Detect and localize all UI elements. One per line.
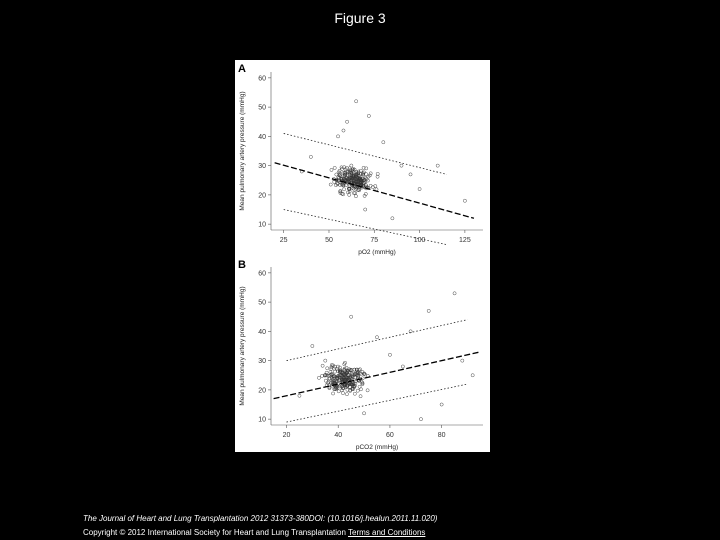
panel-a-x-tick-label: 125: [459, 237, 471, 244]
panel-b-data-point: [353, 392, 356, 395]
panel-a-data-point: [409, 173, 412, 176]
panel-b-y-tick-label: 10: [258, 416, 266, 424]
panel-a-y-tick-label: 30: [258, 163, 266, 171]
panel-a-x-tick-label: 100: [413, 237, 426, 244]
panel-a-data-point: [418, 187, 421, 190]
panel-a-data-point: [333, 166, 336, 169]
panel-b-x-tick-label: 80: [437, 432, 446, 439]
panel-b-x-tick-label: 20: [282, 432, 291, 439]
panel-a-x-axis-label: pO2 (mmHg): [358, 249, 396, 256]
panel-b-y-tick-label: 60: [258, 270, 266, 278]
panel-b-y-tick-label: 40: [258, 328, 266, 336]
panel-a-x-tick-label: 50: [325, 237, 333, 244]
panel-b-data-point: [356, 389, 359, 392]
panel-b-data-point: [427, 309, 430, 312]
panel-a-data-point: [400, 164, 403, 167]
panel-b-letter: B: [238, 259, 246, 271]
panel-a-regression-line: [275, 163, 474, 219]
panel-a-data-point: [436, 164, 439, 167]
panel-a-data-point: [463, 199, 466, 202]
figure-panel: [235, 60, 490, 452]
panel-b-upper-band: [287, 320, 468, 361]
panel-b-y-tick-label: 20: [258, 387, 266, 395]
panel-a-data-point: [367, 114, 370, 117]
panel-b-data-point: [359, 395, 362, 398]
panel-b-data-point: [388, 353, 391, 356]
panel-b-data-point: [461, 359, 464, 362]
panel-a-data-point: [342, 129, 345, 132]
panel-a-data-point: [355, 100, 358, 103]
panel-b-data-point: [345, 393, 348, 396]
panel-b-data-point: [324, 379, 327, 382]
panel-b-data-point: [375, 336, 378, 339]
panel-b-data-point: [419, 418, 422, 421]
panel-b-data-point: [453, 292, 456, 295]
panel-a-y-tick-label: 50: [258, 104, 266, 112]
panel-a-x-tick-label: 75: [370, 237, 379, 244]
panel-a-letter: A: [238, 63, 246, 75]
panel-b-x-tick-label: 60: [386, 432, 394, 439]
panel-b-y-tick-label: 50: [258, 299, 266, 307]
panel-b-y-tick-label: 30: [258, 358, 266, 366]
panel-b-data-point: [324, 359, 327, 362]
figure-svg: [235, 60, 490, 452]
panel-b-regression-line: [274, 352, 481, 399]
panel-b-data-point: [362, 412, 365, 415]
panel-a-data-point: [342, 193, 345, 196]
terms-and-conditions-link[interactable]: Terms and Conditions: [348, 528, 426, 537]
panel-a-data-point: [342, 188, 345, 191]
panel-b-data-point: [331, 392, 334, 395]
copyright-text: Copyright © 2012 International Society for Heart and Lung Transplantation: [83, 528, 346, 537]
panel-b-data-point: [321, 364, 324, 367]
panel-a-data-point: [330, 168, 333, 171]
panel-a-data-point: [364, 208, 367, 211]
panel-a-y-tick-label: 60: [258, 75, 266, 83]
panel-b-data-point: [345, 366, 348, 369]
panel-b-data-point: [401, 365, 404, 368]
panel-a-y-axis-label: Mean pulmonary artery pressure (mmHg): [239, 91, 246, 211]
panel-a-data-point: [369, 172, 372, 175]
panel-a-data-point: [391, 217, 394, 220]
copyright-line: [83, 528, 425, 537]
panel-a-data-point: [309, 155, 312, 158]
panel-b-data-point: [317, 376, 320, 379]
panel-b-data-point: [298, 394, 301, 397]
panel-a-data-point: [350, 164, 353, 167]
panel-a-data-point: [354, 195, 357, 198]
journal-citation: The Journal of Heart and Lung Transplantation 2012 31373-380DOI: (10.1016/j.healun.2011.11.020): [83, 514, 438, 523]
panel-a-data-point: [346, 120, 349, 123]
panel-a-y-tick-label: 20: [258, 192, 266, 200]
panel-b-data-point: [471, 374, 474, 377]
panel-a-data-point: [382, 141, 385, 144]
panel-b-data-point: [341, 392, 344, 395]
panel-b-data-point: [311, 344, 314, 347]
panel-b-x-tick-label: 40: [334, 432, 343, 439]
panel-a-data-point: [329, 183, 332, 186]
panel-b-data-point: [358, 385, 361, 388]
panel-b-data-point: [350, 315, 353, 318]
panel-b-x-axis-label: pCO2 (mmHg): [355, 444, 399, 451]
figure-title: Figure 3: [334, 10, 386, 26]
citation-text: [83, 514, 437, 523]
panel-a-y-tick-label: 40: [258, 133, 266, 141]
panel-b-lower-band: [287, 384, 468, 422]
panel-b-data-point: [326, 367, 329, 370]
panel-a-x-tick-label: 25: [279, 237, 288, 244]
panel-b-data-point: [366, 389, 369, 392]
panel-b-y-axis-label: Mean pulmonary artery pressure (mmHg): [239, 286, 246, 406]
panel-a-data-point: [336, 135, 339, 138]
panel-a-y-tick-label: 10: [258, 221, 266, 229]
panel-b-data-point: [440, 403, 443, 406]
